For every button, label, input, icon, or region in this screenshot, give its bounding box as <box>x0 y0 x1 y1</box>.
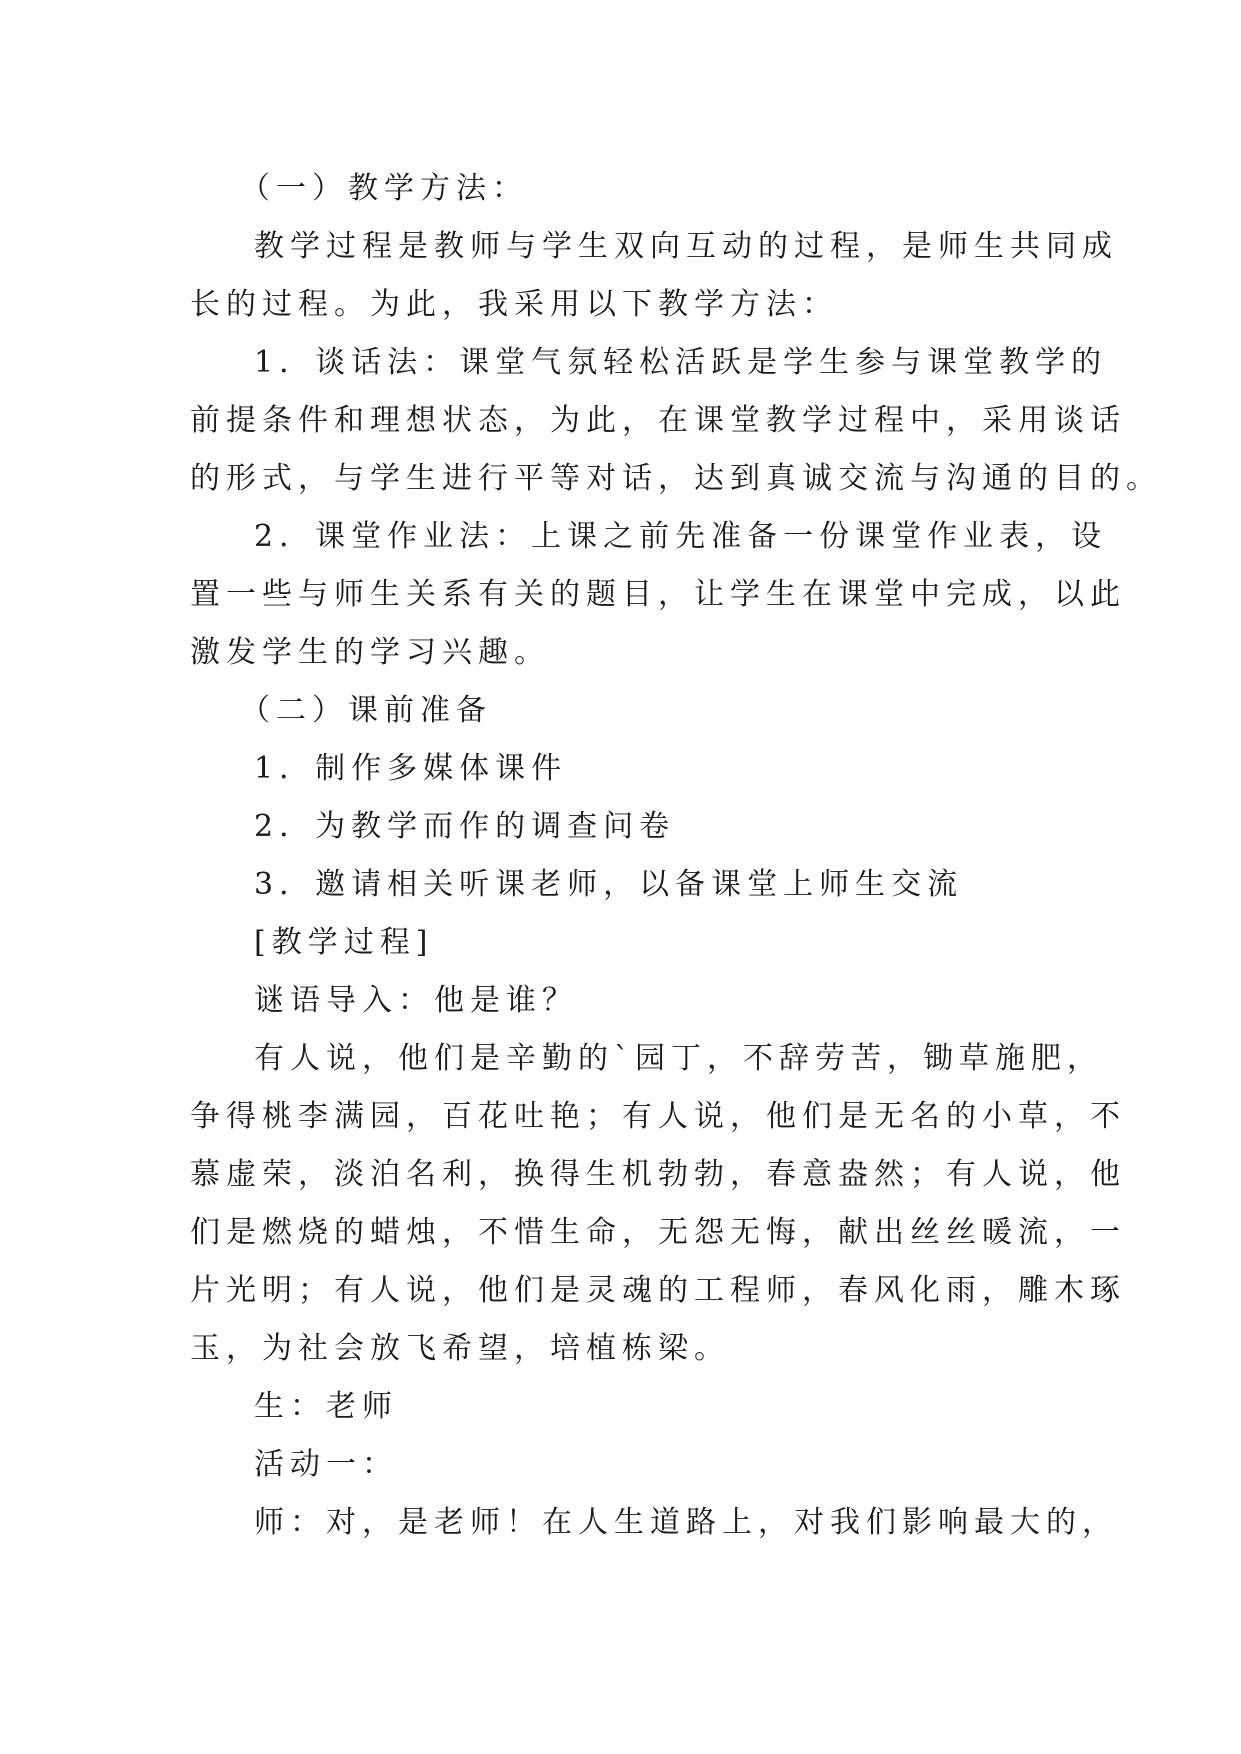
paragraph-line: 谜语导入：他是谁？ <box>254 983 578 1018</box>
paragraph-line: 慕虚荣，淡泊名利，换得生机勃勃，春意盎然；有人说，他 <box>190 1157 1126 1192</box>
paragraph-line: 有人说，他们是辛勤的`园丁，不辞劳苦，锄草施肥， <box>254 1041 1103 1076</box>
paragraph-line: 激发学生的学习兴趣。 <box>190 635 550 670</box>
paragraph-line: 前提条件和理想状态，为此，在课堂教学过程中，采用谈话 <box>190 403 1126 438</box>
section-heading-preparation: （二）课前准备 <box>240 693 492 728</box>
paragraph-line: 玉，为社会放飞希望，培植栋梁。 <box>190 1331 730 1366</box>
paragraph-line: 长的过程。为此，我采用以下教学方法： <box>190 287 838 322</box>
paragraph-line: 片光明；有人说，他们是灵魂的工程师，春风化雨，雕木琢 <box>190 1273 1126 1308</box>
section-heading-teaching-process: [教学过程] <box>254 925 434 960</box>
paragraph-line: 们是燃烧的蜡烛，不惜生命，无怨无悔，献出丝丝暖流，一 <box>190 1215 1126 1250</box>
list-item: 3．邀请相关听课老师，以备课堂上师生交流 <box>254 867 964 902</box>
paragraph-line: 活动一： <box>254 1447 398 1482</box>
list-item: 2．为教学而作的调查问卷 <box>254 809 676 844</box>
paragraph-line: 争得桃李满园，百花吐艳；有人说，他们是无名的小草，不 <box>190 1099 1126 1134</box>
paragraph-line: 教学过程是教师与学生双向互动的过程，是师生共同成 <box>254 229 1118 264</box>
list-item-classwork-method: 2．课堂作业法：上课之前先准备一份课堂作业表，设 <box>254 519 1108 554</box>
paragraph-line: 的形式，与学生进行平等对话，达到真诚交流与沟通的目的。 <box>190 461 1162 496</box>
list-item-talk-method: 1．谈话法：课堂气氛轻松活跃是学生参与课堂教学的 <box>254 345 1108 380</box>
section-heading-teaching-methods: （一）教学方法： <box>240 171 528 206</box>
document-body <box>190 160 1162 1552</box>
paragraph-line: 生：老师 <box>254 1389 398 1424</box>
list-item: 1．制作多媒体课件 <box>254 751 568 786</box>
paragraph-line: 师：对，是老师！在人生道路上，对我们影响最大的， <box>254 1505 1118 1540</box>
paragraph-line: 置一些与师生关系有关的题目，让学生在课堂中完成，以此 <box>190 577 1126 612</box>
